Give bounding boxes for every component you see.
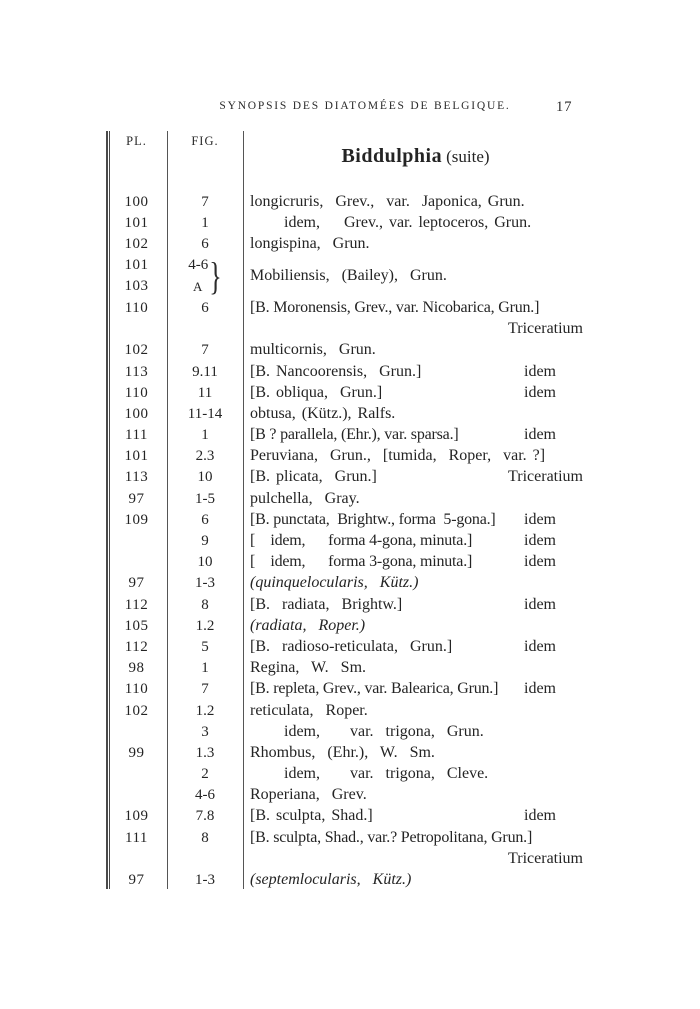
species-text: [B ? parallela, (Ehr.), var. sparsa.] [250, 426, 459, 444]
table-row [106, 827, 590, 848]
plate-cell: 112 [124, 638, 149, 655]
species-text: reticulata, Roper. [250, 701, 368, 719]
figure-cell: 2 [201, 766, 209, 783]
plate-cell: 98 [128, 660, 145, 677]
table-row [106, 636, 590, 657]
plate-cell [106, 255, 167, 297]
species-text: Mobiliensis, (Bailey), Grun. [250, 266, 447, 284]
plate-cell: 101 [124, 448, 149, 465]
species-text: [B. repleta, Grev., var. Balearica, Grun.] [250, 680, 499, 698]
species-text: Peruviana, Grun., [tumida, Roper, var. ?] [250, 447, 546, 465]
table-row [106, 509, 590, 530]
section-suffix: (suite) [446, 147, 490, 166]
figure-cell: 9.11 [192, 363, 218, 380]
genus-ref-label: idem [524, 553, 556, 571]
figure-cell: 10 [197, 469, 213, 486]
plate-cell: 97 [128, 872, 145, 889]
species-text: [B. Moronensis, Grev., var. Nicobarica, Grun.] [250, 298, 540, 316]
figure-cell: 2.3 [195, 448, 215, 465]
page-number: 17 [556, 99, 573, 115]
species-text: Regina, W. Sm. [250, 659, 367, 677]
plate-cell: 105 [124, 617, 149, 634]
plate-cell: 113 [124, 469, 149, 486]
figure-cell: 10 [197, 554, 213, 571]
table-row [106, 678, 590, 699]
species-text: [B. sculpta, Shad., var.? Petropolitana, Grun.] [250, 828, 533, 846]
table-row [106, 805, 590, 826]
plate-cell: 100 [124, 194, 149, 210]
table-row [106, 339, 590, 360]
species-text: (radiata, Roper.) [250, 616, 366, 634]
column-header-pl: PL. [126, 134, 147, 148]
column-header-fig: FIG. [191, 134, 219, 148]
plate-cell: 110 [124, 299, 149, 316]
table-row [106, 763, 590, 784]
species-text: idem, var. trigona, Grun. [284, 722, 484, 740]
figure-cell: 1 [201, 215, 209, 232]
species-text: obtusa, (Kütz.), Ralfs. [250, 404, 396, 422]
table-row [106, 212, 590, 233]
plate-cell: 97 [128, 490, 145, 507]
plate-cell: 111 [125, 427, 148, 444]
brace-glyph: } [209, 255, 222, 299]
table-row [106, 233, 590, 254]
running-header-title: SYNOPSIS DES DIATOMÉES DE BELGIQUE. [219, 100, 511, 112]
section-title: Biddulphia [341, 145, 443, 167]
genus-ref-label: idem [524, 362, 556, 380]
figure-cell: 11-14 [187, 405, 223, 422]
table-row [106, 424, 590, 445]
genus-ref-label: Triceratium [508, 320, 583, 338]
figure-cell: 7 [201, 681, 209, 698]
species-text: [B. Nancoorensis, Grun.] [250, 362, 422, 380]
figure-cell: 1.2 [195, 617, 215, 634]
plate-cell: 100 [124, 405, 149, 422]
plate-cell: 102 [124, 236, 149, 253]
genus-ref-label: Triceratium [508, 849, 583, 867]
genus-ref-label: idem [524, 595, 556, 613]
table-row [106, 784, 590, 805]
figure-cell: 7 [201, 342, 209, 359]
figure-cell: 1-3 [195, 575, 215, 592]
figure-number: A [193, 278, 204, 294]
table-row [106, 530, 590, 551]
plate-cell: 113 [124, 363, 149, 380]
figure-cell: 7 [201, 194, 209, 210]
table-row [106, 615, 590, 636]
table-row [106, 657, 590, 678]
figure-cell [167, 255, 243, 297]
figure-cell: 8 [201, 829, 209, 846]
figure-cell: 7.8 [195, 808, 215, 825]
table-row [106, 742, 590, 763]
table-row [106, 488, 590, 509]
table-row [106, 551, 590, 572]
plate-cell: 109 [124, 511, 149, 528]
species-text: [ idem, forma 3-gona, minuta.] [250, 553, 473, 571]
table-row [106, 361, 590, 382]
species-text: [B. radiata, Brightw.] [250, 595, 403, 613]
plate-cell: 102 [124, 702, 149, 719]
table-row [106, 700, 590, 721]
figure-cell: 9 [201, 533, 209, 550]
plate-cell: 110 [124, 681, 149, 698]
species-text: multicornis, Grun. [250, 341, 376, 359]
plate-cell: 101 [124, 215, 149, 232]
species-text: (septemlocularis, Kütz.) [250, 871, 412, 889]
species-text: [B. punctata, Brightw., forma 5-gona.] [250, 510, 496, 528]
table-row [106, 191, 590, 212]
plate-cell: 97 [128, 575, 145, 592]
species-text: longicruris, Grev., var. Japonica, Grun. [250, 193, 525, 210]
figure-cell: 1 [201, 427, 209, 444]
species-table [106, 191, 590, 890]
figure-cell: 8 [201, 596, 209, 613]
genus-ref-label: idem [524, 383, 556, 401]
table-row [106, 848, 590, 869]
table-row [106, 721, 590, 742]
figure-cell: 4-6 [195, 787, 215, 804]
table-row [106, 466, 590, 487]
table-row [106, 403, 590, 424]
figure-cell: 11 [197, 384, 213, 401]
table-row [106, 255, 590, 297]
species-text: idem, var. trigona, Cleve. [284, 765, 489, 783]
figure-cell: 1-3 [195, 872, 215, 889]
table-row [106, 869, 590, 890]
species-text: [B. radioso-reticulata, Grun.] [250, 637, 453, 655]
figure-cell: 1 [201, 660, 209, 677]
section-heading [243, 145, 588, 168]
species-text: idem, Grev., var. leptoceros, Grun. [284, 214, 532, 232]
species-text: pulchella, Gray. [250, 489, 360, 507]
figure-cell: 6 [201, 236, 209, 253]
genus-ref-label: idem [524, 510, 556, 528]
plate-cell: 110 [124, 384, 149, 401]
plate-cell: 99 [128, 744, 145, 761]
genus-ref-label: idem [524, 807, 556, 825]
species-text: [B. plicata, Grun.] [250, 468, 377, 486]
species-text: Rhombus, (Ehr.), W. Sm. [250, 743, 435, 761]
plate-cell: 112 [124, 596, 149, 613]
table-row [106, 318, 590, 339]
species-text: (quinquelocularis, Kütz.) [250, 574, 419, 592]
figure-cell: 6 [201, 511, 209, 528]
plate-cell: 111 [125, 829, 148, 846]
figure-cell: 3 [201, 723, 209, 740]
plate-number: 101 [124, 256, 149, 273]
genus-ref-label: idem [524, 637, 556, 655]
table-row [106, 445, 590, 466]
figure-number: 4-6 [188, 256, 209, 273]
genus-ref-label: Triceratium [508, 468, 583, 486]
table-row [106, 297, 590, 318]
figure-cell: 1-5 [195, 490, 215, 507]
genus-ref-label: idem [524, 426, 556, 444]
figure-cell: 5 [201, 638, 209, 655]
plate-cell: 102 [124, 342, 149, 359]
genus-ref-label: idem [524, 680, 556, 698]
table-row [106, 572, 590, 593]
species-text: [B. obliqua, Grun.] [250, 383, 383, 401]
species-text: longispina, Grun. [250, 235, 370, 253]
table-row [106, 382, 590, 403]
table-row [106, 594, 590, 615]
figure-cell: 6 [201, 299, 209, 316]
species-text: Roperiana, Grev. [250, 786, 367, 804]
figure-cell: 1.3 [195, 744, 215, 761]
figure-cell: 1.2 [195, 702, 215, 719]
genus-ref-label: idem [524, 532, 556, 550]
plate-cell: 109 [124, 808, 149, 825]
plate-number: 103 [124, 277, 149, 294]
species-text: [B. sculpta, Shad.] [250, 807, 373, 825]
species-text: [ idem, forma 4-gona, minuta.] [250, 532, 473, 550]
